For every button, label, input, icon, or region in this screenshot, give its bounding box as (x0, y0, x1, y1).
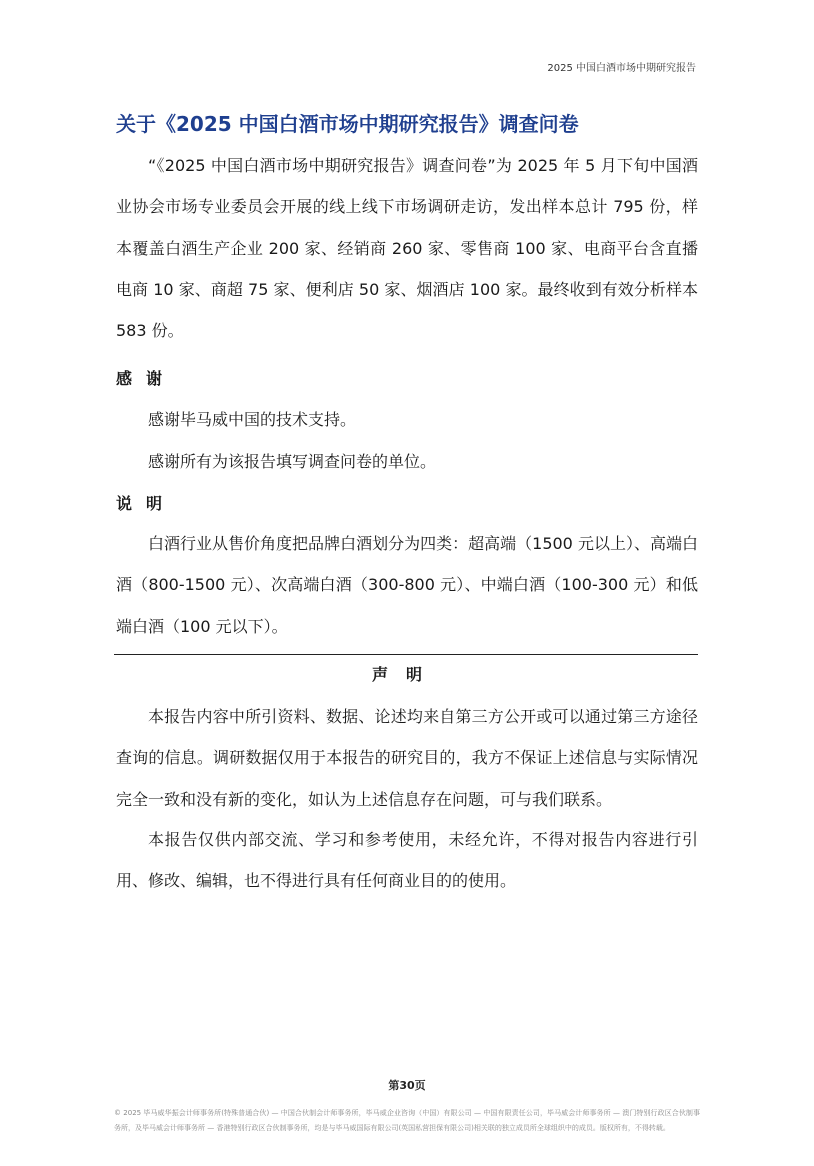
declaration-paragraph-2: 本报告仅供内部交流、学习和参考使用，未经允许，不得对报告内容进行引用、修改、编辑，也不得进行具有任何商业目的的使用。 (116, 830, 698, 891)
page-title: 关于《2025 中国白酒市场中期研究报告》调查问卷 (116, 112, 579, 136)
declaration-heading: 声明 (371, 665, 440, 684)
running-header: 2025 中国白酒市场中期研究报告 (547, 63, 696, 74)
declaration-paragraph-1: 本报告内容中所引资料、数据、论述均来自第三方公开或可以通过第三方途径查询的信息。调研数据仅用于本报告的研究目的，我方不保证上述信息与实际情况完全一致和没有新的变化，如认为上述信息存在问题，可与我们联系。 (116, 707, 698, 809)
page-number: 第30页 (388, 1079, 426, 1092)
section-divider (114, 654, 698, 655)
intro-paragraph: “《2025 中国白酒市场中期研究报告》调查问卷”为 2025 年 5 月下旬中国酒业协会市场专业委员会开展的线上线下市场调研走访，发出样本总计 795 份，样本覆盖白酒生产企业 200 家、经销商 260 家、零售商 100 家、电商平台含直播电商 10 家、商超 75 家、便利店 50 家、烟酒店 100 家。最终收到有效分析样本 583 份。 (116, 156, 698, 341)
thanks-heading: 感谢 (116, 369, 177, 388)
notes-paragraph: 白酒行业从售价角度把品牌白酒划分为四类：超高端（1500 元以上）、高端白酒（800-1500 元）、次高端白酒（300-800 元）、中端白酒（100-300 元）和低端白酒（100 元以下）。 (116, 534, 698, 636)
notes-heading: 说明 (116, 494, 177, 513)
footer-legal-text: © 2025 毕马威华振会计师事务所(特殊普通合伙) — 中国合伙制会计师事务所，毕马威企业咨询（中国）有限公司 — 中国有限责任公司，毕马威会计师事务所 — 澳门特别行政区合伙制事务所，及毕马威会计师事务所 — 香港特别行政区合伙制事务所，均是与毕马威国际有限公司(英国私营担保有限公司)相关联的独立成员所全球组织中的成员。版权所有，不得转载。 (114, 1109, 700, 1132)
thanks-line-2: 感谢所有为该报告填写调查问卷的单位。 (148, 452, 437, 471)
thanks-line-1: 感谢毕马威中国的技术支持。 (148, 410, 357, 429)
